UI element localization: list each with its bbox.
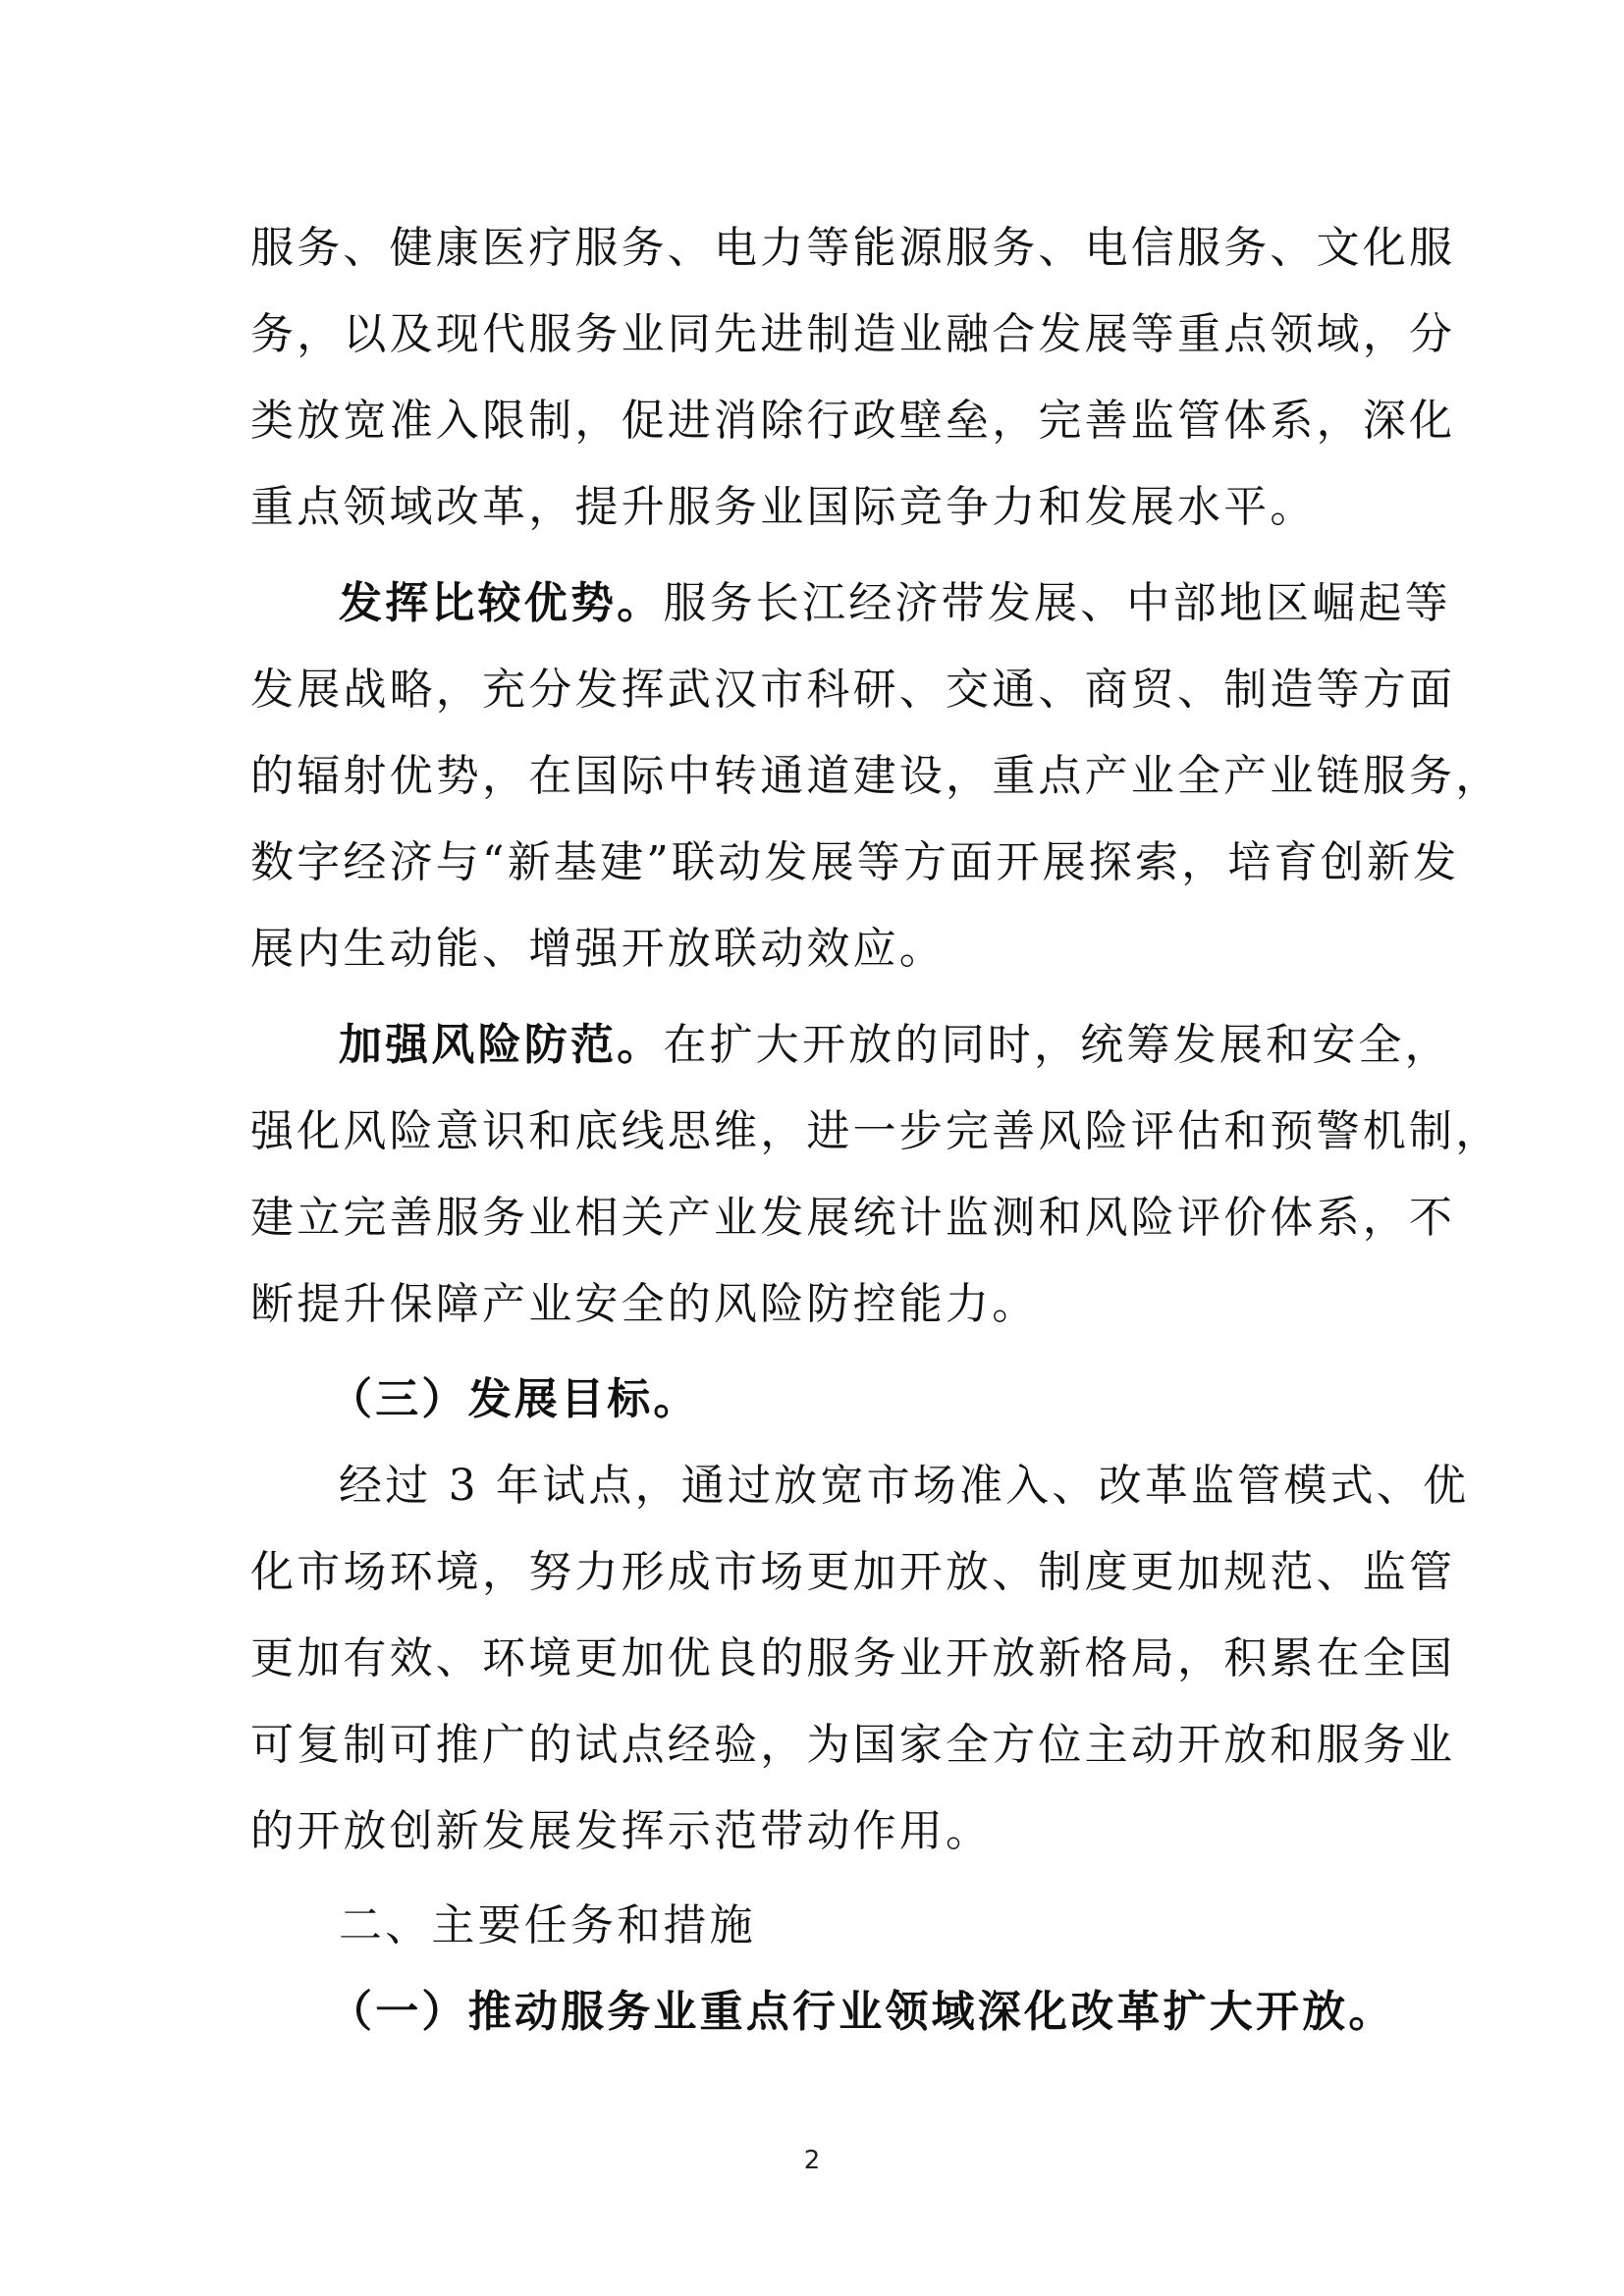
paragraph-2-line-4: 数字经济与“新基建”联动发展等方面开展探索，培育创新发 [250,837,1460,887]
paragraph-2-lead: 发挥比较优势。 [339,578,664,628]
paragraph-3-line-1-rest: 在扩大开放的同时，统筹发展和安全， [663,1020,1451,1070]
paragraph-2-line-5: 展内生动能、增强开放联动效应。 [250,924,946,974]
heading-task-1: （一）推动服务业重点行业领域深化改革扩大开放。 [329,1987,1395,2037]
paragraph-3-line-2: 强化风险意识和底线思维，进一步完善风险评估和预警机制， [250,1106,1502,1156]
paragraph-1-line-4: 重点领域改革，提升服务业国际竞争力和发展水平。 [250,482,1317,532]
paragraph-4-line-3: 更加有效、环境更加优良的服务业开放新格局，积累在全国 [250,1633,1456,1683]
page-number: 2 [803,2146,821,2175]
paragraph-2-line-1-rest: 服务长江经济带发展、中部地区崛起等 [663,578,1451,628]
heading-main-tasks: 二、主要任务和措施 [339,1900,756,1950]
paragraph-4-line-2: 化市场环境，努力形成市场更加开放、制度更加规范、监管 [250,1547,1456,1597]
paragraph-2-line-1 [339,574,1451,633]
heading-development-goals: （三）发展目标。 [329,1374,700,1424]
paragraph-3-line-4: 断提升保障产业安全的风险防控能力。 [250,1279,1039,1329]
paragraph-3-lead: 加强风险防范。 [339,1020,664,1070]
paragraph-1-line-3: 类放宽准入限制，促进消除行政壁垒，完善监管体系，深化 [250,396,1456,446]
paragraph-2-line-2: 发展战略，充分发挥武汉市科研、交通、商贸、制造等方面 [250,665,1456,715]
paragraph-1-line-2: 务，以及现代服务业同先进制造业融合发展等重点领域，分 [250,309,1456,359]
paragraph-3-line-3: 建立完善服务业相关产业发展统计监测和风险评价体系，不 [250,1193,1456,1243]
paragraph-3-line-1 [339,1016,1451,1075]
paragraph-4-line-1: 经过 3 年试点，通过放宽市场准入、改革监管模式、优 [339,1461,1470,1511]
paragraph-4-line-5: 的开放创新发展发挥示范带动作用。 [250,1806,993,1856]
paragraph-4-line-4: 可复制可推广的试点经验，为国家全方位主动开放和服务业 [250,1720,1456,1770]
paragraph-2-line-3: 的辐射优势，在国际中转通道建设，重点产业全产业链服务， [250,751,1502,801]
paragraph-1-line-1: 服务、健康医疗服务、电力等能源服务、电信服务、文化服 [250,223,1456,273]
